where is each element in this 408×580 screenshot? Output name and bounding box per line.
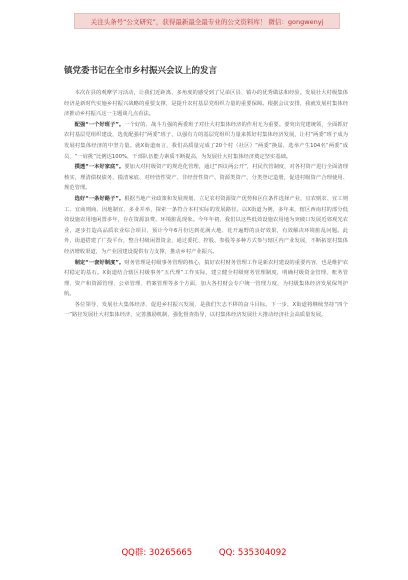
paragraph (64, 300, 348, 321)
promo-banner: 关注头条号“公文研究”，获得最新最全最专业的公文资料库！ 微信：gongwenyj (74, 13, 340, 29)
paragraph-text: 要加大对村级资产的规范化管理，通过“四议两公开”，村民代管制度，对各村资产进行全面清理核实，理清债权债务，摸清家底、对经营性资产、非经营性资产、资源类资产，分类登记造册，促进村级资产合理使用、规范管理。 (64, 164, 348, 192)
paragraph-text: 各位领导，发展壮大集体经济、促进乡村振兴发展，是我们矢志不移的奋斗目标。下一步，X街道将继续坚持“四个一”路径发展壮大村集体经济，完善激励机制、强化督查指导，以村集体经济发展壮大推动经济社会高质量发展。 (64, 301, 348, 319)
paragraph-text: 一个好的、战斗力强的两委班子对壮大村集体经济的作用无为重要。要突出党建统领，全面抓好农村基层党组织建设，选优配强村“两委”班子，以强有力的基层党组织力量来抓好村集体经济发展，让村“两委”班子成为发展村集体经济的中坚力量。就X街道而言，我们高质量完成了20个村（社区）“两委”换届，选举产生104名“两委”成员，“一肩挑”比例达100%，干部队伍能力素质不断提高，为发展壮大村集体经济奠定坚实基础。 (64, 121, 348, 160)
qq-group-text: QQ群: 30265665 (121, 548, 193, 558)
paragraph (64, 194, 348, 258)
paragraph-text: 本次在县的观摩学习活动，让我们近距离、多角度的感受到了兄弟区县、镇办的优秀做法和经验。发展壮大村级集体经济是新时代实施乡村振兴战略的重要支撑，是提升农村基层党组织力量的重要保障。根据会议安排，我就发展村集体经济推动乡村振兴这一主题谈几点看法。 (64, 90, 348, 118)
contact-footer (0, 546, 408, 558)
paragraph-text: 财务管理是村级事务管理的核心，搞好农村财务管理工作是新农村建设的重要内容，也是维护农村稳定的基石。X街道结合辖区村级事务“五代理”工作实际，建立健全村级财务管理制度，明确村级资金管理、账务管理、资产和资源管理、公章管理、档案管理等多个方面，加大各村财会专户统一管理力度，为村级集体经济发展保驾护航。 (64, 259, 348, 298)
paragraph-heading: 制定“一套好制度”。 (74, 259, 125, 266)
paragraph (64, 120, 348, 162)
paragraph (64, 258, 348, 300)
document-body (64, 88, 348, 321)
qq-text: QQ: 535304092 (218, 548, 287, 558)
document-title: 镇党委书记在全市乡村振兴会议上的发言 (64, 66, 218, 76)
paragraph-heading: 配强“一个好班子”。 (74, 121, 125, 128)
paragraph-heading: 摸透“一本好家底”。 (74, 164, 125, 171)
paragraph-heading: 选好“一条好路子”。 (74, 195, 125, 202)
paragraph (64, 88, 348, 120)
paragraph-text: 根据当地产业政策和发展规划，立足农村资源资产优势和区位条件选择产业，宜农则农、宜工则工、宜商则商、因地制宜、多业并举，探索一条符合本村实际的发展路径。以X街道为例，多年来，辖区西南村的部分低效设施农用地闲置多年，存在资源浪费、环境脏乱现象。今年年初，我们以这些低效设施农用地为突破口发展近郊观光农业，逐步打造高品质农业综合项目，预计今年6月份达到花满大地、花开遍野的良好效果，有效解决环境脏乱问题。此外，街道搭建了广投平台，整合村级闲置资金，通过委托、控股、参股等多种方式参与辖区内产业发展，不断拓宽村集体经济增收渠道，为产业园建设提供有力支撑，推动乡村产业振兴。 (64, 195, 348, 255)
paragraph (64, 162, 348, 194)
